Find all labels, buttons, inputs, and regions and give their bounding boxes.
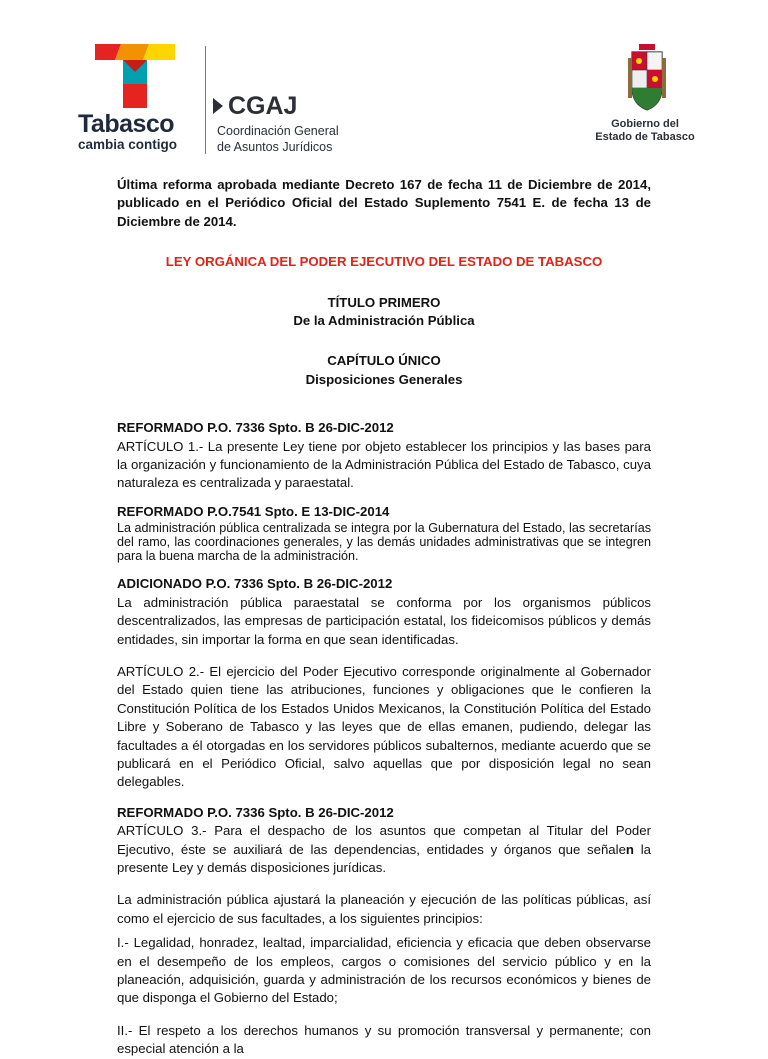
titulo-subheading: De la Administración Pública bbox=[293, 313, 475, 329]
addition-note: ADICIONADO P.O. 7336 Spto. B 26-DIC-2012 bbox=[117, 576, 393, 592]
reform-note: REFORMADO P.O. 7336 Spto. B 26-DIC-2012 bbox=[117, 420, 394, 436]
cgaj-name-line1: Coordinación General bbox=[217, 124, 339, 138]
header-divider bbox=[205, 46, 206, 154]
capitulo-subheading: Disposiciones Generales bbox=[305, 371, 463, 387]
article-3-paragraph-2: La administración pública ajustará la planeación y ejecución de las políticas públicas, así como el ejercicio de sus facultades, a los siguientes principios: bbox=[117, 892, 651, 926]
tabasco-wordmark: Tabasco bbox=[78, 110, 175, 138]
principle-item-1: I.- Legalidad, honradez, lealtad, imparcialidad, eficiencia y eficacia que deben observarse en el desempeño de los empleos, cargos o comisiones del servicio público y en la planeación, adquisición, guarda y administración de los recursos económicos y bienes de que disponga el Gobierno del Estado; bbox=[117, 935, 651, 1006]
article-3 bbox=[117, 822, 651, 877]
article-3-bold-letter: n bbox=[625, 841, 634, 857]
article-3-text-b: la presente Ley y demás disposiciones jurídicas. bbox=[117, 841, 651, 875]
last-reform-note: Última reforma aprobada mediante Decreto 167 de fecha 11 de Diciembre de 2014, publicado en el Periódico Oficial del Estado Suplemento 7541 E. de fecha 13 de Diciembre de 2014. bbox=[117, 177, 651, 229]
gobierno-line2: Estado de Tabasco bbox=[595, 131, 695, 143]
principle-item-2: II.- El respeto a los derechos humanos y su promoción transversal y permanente; con especial atención a la bbox=[117, 1022, 651, 1057]
page-header bbox=[0, 0, 768, 160]
article-2: ARTÍCULO 2.- El ejercicio del Poder Ejecutivo corresponde originalmente al Gobernador del Estado quien tiene las atribuciones, funciones y obligaciones que le confieren la Constitución Política de los Estados Unidos Mexicanos, la Constitución Política del Estado Libre y Soberano de Tabasco y las leyes que de ellas emanen, pudiendo, delegar las facultades a él otorgadas en los servidores públicos subalternos, mediante acuerdo que se publicará en el Periódico Oficial, salvo aquellas que por disposición legal no sean delegables. bbox=[117, 663, 651, 790]
cgaj-name-line2: de Asuntos Jurídicos bbox=[217, 140, 333, 154]
cgaj-acronym: CGAJ bbox=[228, 92, 298, 120]
document-body bbox=[117, 176, 651, 1059]
article-1-paragraph-2: La administración pública centralizada se integra por la Gubernatura del Estado, las secretarías del ramo, las coordinaciones generales, y las demás unidades administrativas que se integren para la buena marcha de la administración. bbox=[117, 521, 651, 564]
titulo-heading: TÍTULO PRIMERO bbox=[327, 294, 441, 310]
gobierno-line1: Gobierno del bbox=[611, 118, 679, 130]
reform-note: REFORMADO P.O.7541 Spto. E 13-DIC-2014 bbox=[117, 503, 390, 519]
law-title: LEY ORGÁNICA DEL PODER EJECUTIVO DEL ESTADO DE TABASCO bbox=[165, 254, 603, 270]
tabasco-logo bbox=[78, 44, 188, 154]
article-1: ARTÍCULO 1.- La presente Ley tiene por objeto establecer los principios y las bases para la organización y funcionamiento de la Administración Pública del Estado de Tabasco, cuya naturaleza es centralizada y paraestatal. bbox=[117, 438, 651, 491]
chevron-right-icon bbox=[213, 98, 223, 114]
coat-of-arms-icon bbox=[626, 44, 668, 112]
tabasco-tagline: cambia contigo bbox=[78, 137, 178, 152]
tabasco-t-icon bbox=[95, 44, 175, 108]
reform-note: REFORMADO P.O. 7336 Spto. B 26-DIC-2012 bbox=[117, 804, 394, 820]
article-3-text-a: ARTÍCULO 3.- Para el despacho de los asuntos que competan al Titular del Poder Ejecutivo, éste se auxiliará de las dependencias, entidades y órganos que señale bbox=[117, 823, 651, 857]
capitulo-heading: CAPÍTULO ÚNICO bbox=[327, 353, 441, 369]
article-1-paragraph-3: La administración pública paraestatal se conforma por los organismos públicos descentralizados, las empresas de participación estatal, los fideicomisos públicos y demás entidades, sin importar la forma en que sean identificadas. bbox=[117, 594, 651, 647]
